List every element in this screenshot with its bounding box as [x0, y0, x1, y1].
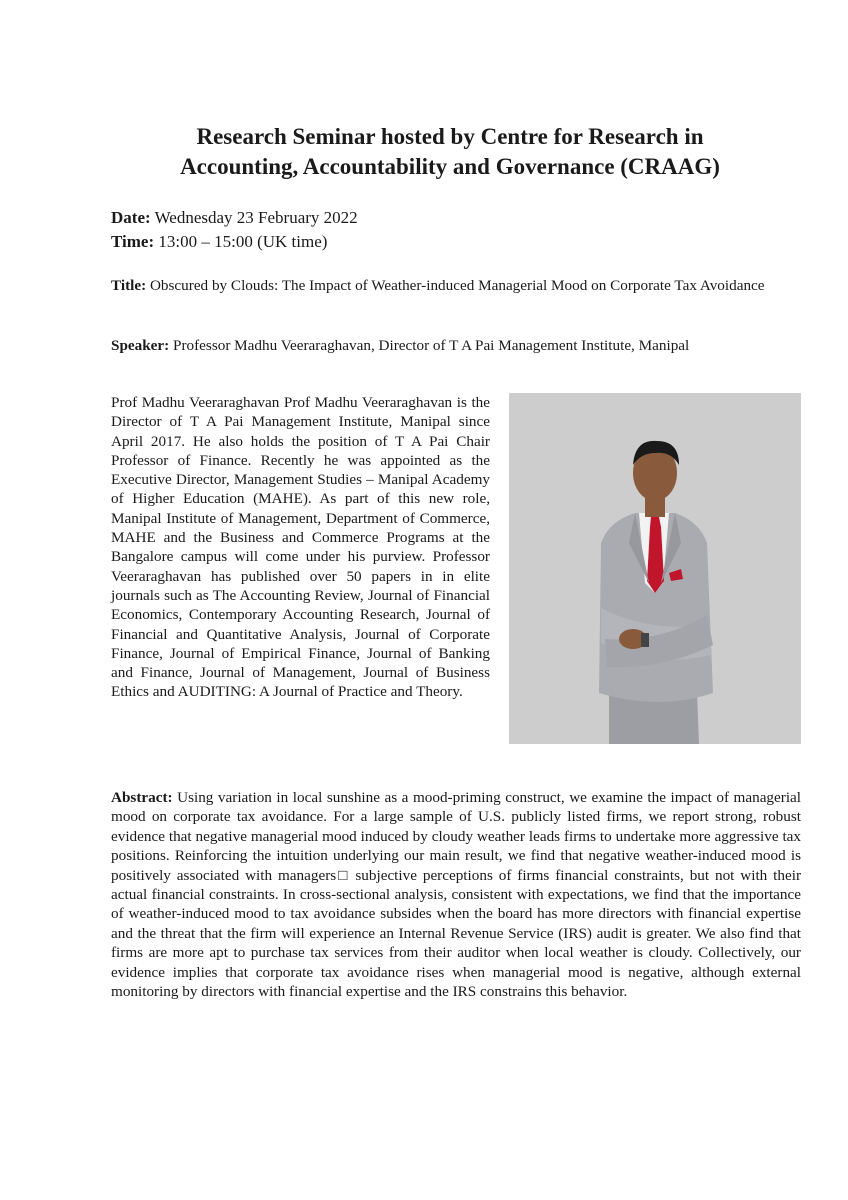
title-line-1: Research Seminar hosted by Centre for Research in	[196, 124, 704, 149]
page-title	[100, 122, 800, 182]
talk-title-label: Title:	[111, 277, 147, 294]
talk-title	[111, 276, 801, 296]
abstract-label: Abstract:	[111, 789, 173, 806]
abstract-text: Using variation in local sunshine as a mood-priming construct, we examine the impact of managerial mood on corporate tax avoidance. For a large sample of U.S. publicly listed firms, we report strong, robust evidence that negative managerial mood induced by cloudy weather leads firms to undertake more aggressive tax positions. Reinforcing the intuition underlying our main result, we find that negative weather-induced mood is positively associated with managers□ subjective perceptions of firms financial constraints, but not with their actual financial constraints. In cross-sectional analysis, consistent with expectations, we find that the importance of weather-induced mood to tax avoidance subsides when the board has more directors with financial expertise and the threat that the firm will experience an Internal Revenue Service (IRS) audit is greater. We also find that firms are more apt to purchase tax services from their auditor when local weather is cloudy. Collectively, our evidence implies that corporate tax avoidance rises when managerial mood is negative, although external monitoring by directors with financial expertise and the IRS constrains this behavior.	[111, 789, 802, 1001]
speaker-bio: Prof Madhu Veeraraghavan Prof Madhu Veeraraghavan is the Director of T A Pai Management Institute, Manipal since April 2017. He also holds the position of T A Pai Chair Professor of Finance. Recently he was appointed as the Executive Director, Management Studies – Manipal Academy of Higher Education (MAHE). As part of this new role, Manipal Institute of Management, Department of Commerce, MAHE and the Business and Commerce Programs at the Bangalore campus will come under his purview. Professor Veeraraghavan has published over 50 papers in in elite journals such as The Accounting Review, Journal of Financial Economics, Contemporary Accounting Research, Journal of Financial and Quantitative Analysis, Journal of Corporate Finance, Journal of Empirical Finance, Journal of Banking and Finance, Journal of Management, Journal of Business Ethics and AUDITING: A Journal of Practice and Theory.	[111, 394, 490, 701]
speaker-label: Speaker:	[111, 337, 170, 354]
speaker-photo	[509, 393, 801, 744]
talk-title-value: Obscured by Clouds: The Impact of Weather-induced Managerial Mood on Corporate Tax Avoidance	[149, 277, 765, 294]
time-label: Time:	[111, 232, 155, 251]
time-value: 13:00 – 15:00 (UK time)	[158, 232, 328, 251]
date-label: Date:	[111, 208, 151, 227]
abstract-paragraph	[111, 788, 801, 1001]
speaker-line	[111, 336, 811, 356]
time-line	[111, 231, 327, 253]
date-line	[111, 207, 358, 229]
speaker-portrait-illustration	[509, 393, 801, 744]
title-line-2: Accounting, Accountability and Governance (CRAAG)	[180, 154, 720, 179]
speaker-value: Professor Madhu Veeraraghavan, Director of T A Pai Management Institute, Manipal	[173, 337, 690, 354]
date-value: Wednesday 23 February 2022	[154, 208, 358, 227]
